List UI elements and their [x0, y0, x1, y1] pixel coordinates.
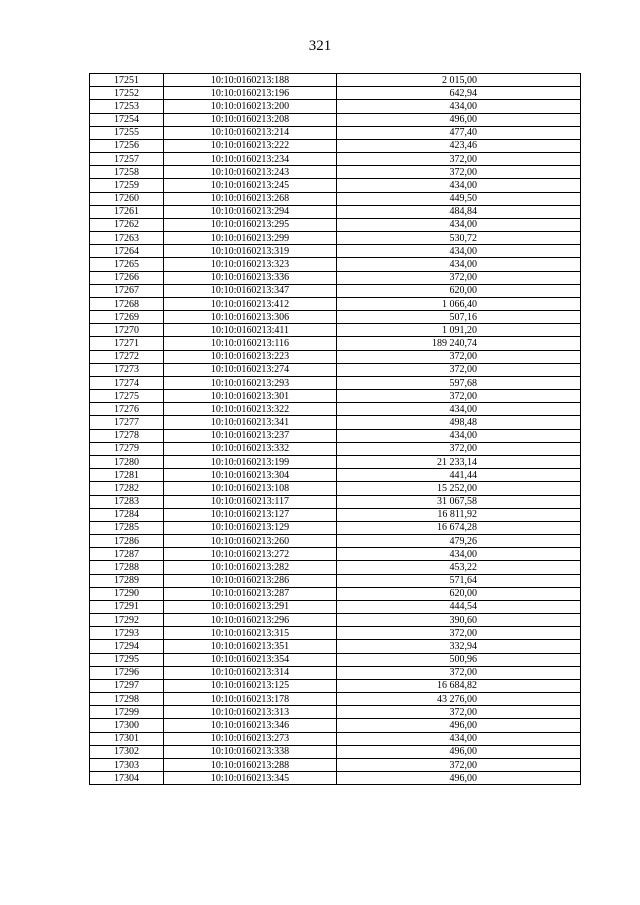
row-number-cell: 17282 — [90, 482, 164, 495]
cadastral-number-cell: 10:10:0160213:336 — [164, 271, 337, 284]
value-cell: 372,00 — [337, 166, 581, 179]
table-row — [90, 337, 581, 350]
cadastral-number-cell: 10:10:0160213:260 — [164, 535, 337, 548]
table-row — [90, 429, 581, 442]
cadastral-number-cell: 10:10:0160213:301 — [164, 390, 337, 403]
cadastral-number-cell: 10:10:0160213:127 — [164, 508, 337, 521]
table-row — [90, 311, 581, 324]
row-number-cell: 17296 — [90, 666, 164, 679]
cadastral-number-cell: 10:10:0160213:323 — [164, 258, 337, 271]
cadastral-number-cell: 10:10:0160213:354 — [164, 653, 337, 666]
row-number-cell: 17285 — [90, 521, 164, 534]
table-row — [90, 100, 581, 113]
table-row — [90, 521, 581, 534]
row-number-cell: 17264 — [90, 245, 164, 258]
row-number-cell: 17256 — [90, 139, 164, 152]
row-number-cell: 17269 — [90, 311, 164, 324]
table-row — [90, 258, 581, 271]
cadastral-number-cell: 10:10:0160213:341 — [164, 416, 337, 429]
value-cell: 390,60 — [337, 614, 581, 627]
table-row — [90, 653, 581, 666]
table-row — [90, 271, 581, 284]
table-row — [90, 679, 581, 692]
cadastral-number-cell: 10:10:0160213:214 — [164, 126, 337, 139]
cadastral-number-cell: 10:10:0160213:199 — [164, 455, 337, 468]
row-number-cell: 17295 — [90, 653, 164, 666]
value-cell: 571,64 — [337, 574, 581, 587]
value-cell: 15 252,00 — [337, 482, 581, 495]
value-cell: 498,48 — [337, 416, 581, 429]
row-number-cell: 17281 — [90, 469, 164, 482]
table-row — [90, 376, 581, 389]
value-cell: 31 067,58 — [337, 495, 581, 508]
table-row — [90, 600, 581, 613]
row-number-cell: 17263 — [90, 232, 164, 245]
table-row — [90, 245, 581, 258]
row-number-cell: 17298 — [90, 693, 164, 706]
cadastral-number-cell: 10:10:0160213:315 — [164, 627, 337, 640]
row-number-cell: 17278 — [90, 429, 164, 442]
table-row — [90, 205, 581, 218]
cadastral-number-cell: 10:10:0160213:294 — [164, 205, 337, 218]
cadastral-number-cell: 10:10:0160213:208 — [164, 113, 337, 126]
table-row — [90, 640, 581, 653]
row-number-cell: 17283 — [90, 495, 164, 508]
cadastral-number-cell: 10:10:0160213:234 — [164, 153, 337, 166]
table-row — [90, 469, 581, 482]
cadastral-number-cell: 10:10:0160213:196 — [164, 87, 337, 100]
cadastral-number-cell: 10:10:0160213:282 — [164, 561, 337, 574]
table-row — [90, 614, 581, 627]
value-cell: 620,00 — [337, 587, 581, 600]
table-row — [90, 666, 581, 679]
value-cell: 372,00 — [337, 271, 581, 284]
row-number-cell: 17260 — [90, 192, 164, 205]
row-number-cell: 17271 — [90, 337, 164, 350]
table-row — [90, 324, 581, 337]
cadastral-number-cell: 10:10:0160213:245 — [164, 179, 337, 192]
value-cell: 642,94 — [337, 87, 581, 100]
row-number-cell: 17268 — [90, 297, 164, 310]
cadastral-number-cell: 10:10:0160213:291 — [164, 600, 337, 613]
table-row — [90, 482, 581, 495]
value-cell: 434,00 — [337, 179, 581, 192]
row-number-cell: 17273 — [90, 363, 164, 376]
cadastral-number-cell: 10:10:0160213:345 — [164, 772, 337, 785]
row-number-cell: 17301 — [90, 732, 164, 745]
row-number-cell: 17272 — [90, 350, 164, 363]
value-cell: 496,00 — [337, 719, 581, 732]
cadastral-number-cell: 10:10:0160213:351 — [164, 640, 337, 653]
value-cell: 16 684,82 — [337, 679, 581, 692]
value-cell: 479,26 — [337, 535, 581, 548]
cadastral-number-cell: 10:10:0160213:286 — [164, 574, 337, 587]
row-number-cell: 17266 — [90, 271, 164, 284]
value-cell: 434,00 — [337, 732, 581, 745]
cadastral-number-cell: 10:10:0160213:295 — [164, 218, 337, 231]
row-number-cell: 17288 — [90, 561, 164, 574]
value-cell: 1 091,20 — [337, 324, 581, 337]
table-row — [90, 574, 581, 587]
table-row — [90, 166, 581, 179]
cadastral-number-cell: 10:10:0160213:293 — [164, 376, 337, 389]
row-number-cell: 17279 — [90, 442, 164, 455]
table-row — [90, 87, 581, 100]
row-number-cell: 17257 — [90, 153, 164, 166]
row-number-cell: 17255 — [90, 126, 164, 139]
value-cell: 434,00 — [337, 403, 581, 416]
row-number-cell: 17253 — [90, 100, 164, 113]
table-row — [90, 232, 581, 245]
row-number-cell: 17302 — [90, 745, 164, 758]
cadastral-number-cell: 10:10:0160213:313 — [164, 706, 337, 719]
table-row — [90, 284, 581, 297]
table-row — [90, 363, 581, 376]
table-row — [90, 455, 581, 468]
row-number-cell: 17304 — [90, 772, 164, 785]
cadastral-number-cell: 10:10:0160213:222 — [164, 139, 337, 152]
value-cell: 441,44 — [337, 469, 581, 482]
row-number-cell: 17280 — [90, 455, 164, 468]
value-cell: 372,00 — [337, 758, 581, 771]
value-cell: 2 015,00 — [337, 74, 581, 87]
row-number-cell: 17262 — [90, 218, 164, 231]
cadastral-number-cell: 10:10:0160213:412 — [164, 297, 337, 310]
table-row — [90, 561, 581, 574]
cadastral-number-cell: 10:10:0160213:129 — [164, 521, 337, 534]
table-row — [90, 508, 581, 521]
value-cell: 496,00 — [337, 113, 581, 126]
registry-table-body — [90, 74, 581, 785]
row-number-cell: 17284 — [90, 508, 164, 521]
row-number-cell: 17297 — [90, 679, 164, 692]
table-row — [90, 139, 581, 152]
value-cell: 1 066,40 — [337, 297, 581, 310]
cadastral-number-cell: 10:10:0160213:306 — [164, 311, 337, 324]
table-row — [90, 192, 581, 205]
row-number-cell: 17261 — [90, 205, 164, 218]
value-cell: 372,00 — [337, 363, 581, 376]
cadastral-number-cell: 10:10:0160213:338 — [164, 745, 337, 758]
table-row — [90, 403, 581, 416]
value-cell: 484,84 — [337, 205, 581, 218]
row-number-cell: 17292 — [90, 614, 164, 627]
cadastral-number-cell: 10:10:0160213:178 — [164, 693, 337, 706]
table-row — [90, 627, 581, 640]
row-number-cell: 17258 — [90, 166, 164, 179]
cadastral-number-cell: 10:10:0160213:332 — [164, 442, 337, 455]
cadastral-number-cell: 10:10:0160213:273 — [164, 732, 337, 745]
table-row — [90, 390, 581, 403]
value-cell: 449,50 — [337, 192, 581, 205]
row-number-cell: 17265 — [90, 258, 164, 271]
table-row — [90, 719, 581, 732]
value-cell: 372,00 — [337, 350, 581, 363]
cadastral-number-cell: 10:10:0160213:288 — [164, 758, 337, 771]
value-cell: 372,00 — [337, 153, 581, 166]
value-cell: 372,00 — [337, 666, 581, 679]
table-row — [90, 179, 581, 192]
table-row — [90, 706, 581, 719]
table-row — [90, 416, 581, 429]
value-cell: 372,00 — [337, 706, 581, 719]
value-cell: 43 276,00 — [337, 693, 581, 706]
row-number-cell: 17300 — [90, 719, 164, 732]
value-cell: 434,00 — [337, 245, 581, 258]
cadastral-number-cell: 10:10:0160213:268 — [164, 192, 337, 205]
cadastral-number-cell: 10:10:0160213:299 — [164, 232, 337, 245]
value-cell: 372,00 — [337, 442, 581, 455]
value-cell: 453,22 — [337, 561, 581, 574]
row-number-cell: 17252 — [90, 87, 164, 100]
table-row — [90, 548, 581, 561]
value-cell: 496,00 — [337, 772, 581, 785]
table-row — [90, 297, 581, 310]
cadastral-number-cell: 10:10:0160213:125 — [164, 679, 337, 692]
value-cell: 332,94 — [337, 640, 581, 653]
value-cell: 372,00 — [337, 390, 581, 403]
table-row — [90, 732, 581, 745]
value-cell: 16 674,28 — [337, 521, 581, 534]
cadastral-number-cell: 10:10:0160213:287 — [164, 587, 337, 600]
cadastral-number-cell: 10:10:0160213:200 — [164, 100, 337, 113]
table-row — [90, 745, 581, 758]
cadastral-number-cell: 10:10:0160213:274 — [164, 363, 337, 376]
row-number-cell: 17291 — [90, 600, 164, 613]
table-row — [90, 350, 581, 363]
registry-table — [89, 73, 581, 785]
value-cell: 530,72 — [337, 232, 581, 245]
cadastral-number-cell: 10:10:0160213:188 — [164, 74, 337, 87]
value-cell: 434,00 — [337, 258, 581, 271]
row-number-cell: 17274 — [90, 376, 164, 389]
table-row — [90, 772, 581, 785]
cadastral-number-cell: 10:10:0160213:237 — [164, 429, 337, 442]
value-cell: 423,46 — [337, 139, 581, 152]
row-number-cell: 17289 — [90, 574, 164, 587]
value-cell: 500,96 — [337, 653, 581, 666]
row-number-cell: 17290 — [90, 587, 164, 600]
cadastral-number-cell: 10:10:0160213:347 — [164, 284, 337, 297]
table-row — [90, 535, 581, 548]
value-cell: 434,00 — [337, 429, 581, 442]
row-number-cell: 17286 — [90, 535, 164, 548]
table-row — [90, 495, 581, 508]
row-number-cell: 17259 — [90, 179, 164, 192]
table-row — [90, 113, 581, 126]
cadastral-number-cell: 10:10:0160213:411 — [164, 324, 337, 337]
cadastral-number-cell: 10:10:0160213:296 — [164, 614, 337, 627]
value-cell: 372,00 — [337, 627, 581, 640]
value-cell: 434,00 — [337, 218, 581, 231]
table-row — [90, 153, 581, 166]
row-number-cell: 17251 — [90, 74, 164, 87]
row-number-cell: 17254 — [90, 113, 164, 126]
value-cell: 507,16 — [337, 311, 581, 324]
cadastral-number-cell: 10:10:0160213:117 — [164, 495, 337, 508]
row-number-cell: 17277 — [90, 416, 164, 429]
table-row — [90, 758, 581, 771]
cadastral-number-cell: 10:10:0160213:319 — [164, 245, 337, 258]
cadastral-number-cell: 10:10:0160213:314 — [164, 666, 337, 679]
value-cell: 444,54 — [337, 600, 581, 613]
row-number-cell: 17299 — [90, 706, 164, 719]
value-cell: 496,00 — [337, 745, 581, 758]
row-number-cell: 17267 — [90, 284, 164, 297]
row-number-cell: 17275 — [90, 390, 164, 403]
value-cell: 434,00 — [337, 100, 581, 113]
row-number-cell: 17270 — [90, 324, 164, 337]
table-row — [90, 126, 581, 139]
row-number-cell: 17276 — [90, 403, 164, 416]
cadastral-number-cell: 10:10:0160213:223 — [164, 350, 337, 363]
value-cell: 620,00 — [337, 284, 581, 297]
cadastral-number-cell: 10:10:0160213:272 — [164, 548, 337, 561]
cadastral-number-cell: 10:10:0160213:108 — [164, 482, 337, 495]
value-cell: 434,00 — [337, 548, 581, 561]
cadastral-number-cell: 10:10:0160213:243 — [164, 166, 337, 179]
row-number-cell: 17294 — [90, 640, 164, 653]
page-number: 321 — [308, 38, 332, 54]
row-number-cell: 17293 — [90, 627, 164, 640]
value-cell: 597,68 — [337, 376, 581, 389]
cadastral-number-cell: 10:10:0160213:346 — [164, 719, 337, 732]
row-number-cell: 17303 — [90, 758, 164, 771]
table-row — [90, 74, 581, 87]
cadastral-number-cell: 10:10:0160213:304 — [164, 469, 337, 482]
cadastral-number-cell: 10:10:0160213:116 — [164, 337, 337, 350]
table-row — [90, 218, 581, 231]
row-number-cell: 17287 — [90, 548, 164, 561]
value-cell: 16 811,92 — [337, 508, 581, 521]
value-cell: 189 240,74 — [337, 337, 581, 350]
table-row — [90, 693, 581, 706]
value-cell: 477,40 — [337, 126, 581, 139]
cadastral-number-cell: 10:10:0160213:322 — [164, 403, 337, 416]
value-cell: 21 233,14 — [337, 455, 581, 468]
table-row — [90, 587, 581, 600]
table-row — [90, 442, 581, 455]
